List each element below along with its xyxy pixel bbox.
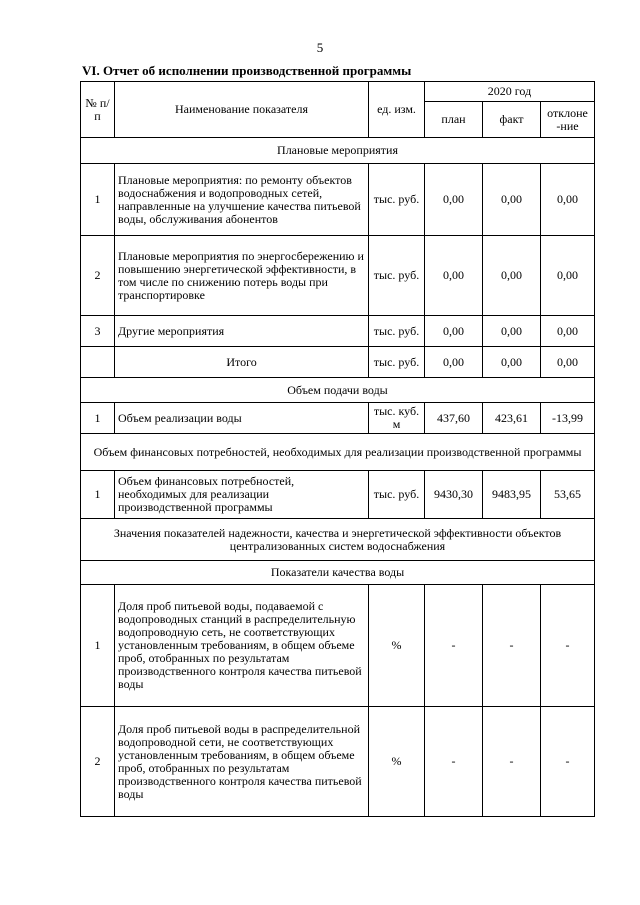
table-row — [81, 585, 595, 707]
table-row — [81, 236, 595, 316]
row-num: 1 — [81, 403, 115, 434]
row-unit: тыс. руб. — [369, 236, 425, 316]
row-fact: - — [483, 585, 541, 707]
total-dev: 0,00 — [541, 347, 595, 378]
row-plan: 9430,30 — [425, 471, 483, 519]
total-label: Итого — [115, 347, 369, 378]
header-deviation: отклоне -ние — [541, 102, 595, 138]
row-plan: - — [425, 585, 483, 707]
total-unit: тыс. руб. — [369, 347, 425, 378]
row-dev: 53,65 — [541, 471, 595, 519]
row-name: Доля проб питьевой воды в распределительной водопроводной сети, не соответствующих установленным требованиям, в общем объеме проб, отобранных по результатам производственного контроля качества питьевой воды — [115, 707, 369, 817]
row-plan: 0,00 — [425, 164, 483, 236]
header-row — [81, 82, 595, 102]
section-row-reliability — [81, 519, 595, 561]
row-dev: - — [541, 707, 595, 817]
row-dev: 0,00 — [541, 316, 595, 347]
row-unit: % — [369, 707, 425, 817]
row-unit: тыс. руб. — [369, 316, 425, 347]
header-unit: ед. изм. — [369, 82, 425, 138]
row-name: Объем финансовых потребностей, необходимых для реализации производственной программы — [115, 471, 369, 519]
section-title-reliability: Значения показателей надежности, качества и энергетической эффективности объектов централизованных систем водоснабжения — [81, 519, 595, 561]
row-name: Другие мероприятия — [115, 316, 369, 347]
row-dev: 0,00 — [541, 164, 595, 236]
page-number: 5 — [316, 40, 324, 55]
row-num: 3 — [81, 316, 115, 347]
header-num: № п/п — [81, 82, 115, 138]
section-row-finance — [81, 434, 595, 471]
header-year: 2020 год — [425, 82, 595, 102]
row-unit: тыс. руб. — [369, 164, 425, 236]
row-plan: 437,60 — [425, 403, 483, 434]
section-title-supply: Объем подачи воды — [81, 378, 595, 403]
row-unit: тыс. куб. м — [369, 403, 425, 434]
row-num: 1 — [81, 471, 115, 519]
row-unit: % — [369, 585, 425, 707]
table-row — [81, 403, 595, 434]
row-num: 1 — [81, 164, 115, 236]
row-num: 2 — [81, 236, 115, 316]
section-row-quality — [81, 561, 595, 585]
row-num: 2 — [81, 707, 115, 817]
row-plan: - — [425, 707, 483, 817]
row-name: Доля проб питьевой воды, подаваемой с водопроводных станций в распределительную водопроводную сеть, не соответствующих установленным требованиям, в общем объеме проб, отобранных по результатам производственного контроля качества питьевой воды — [115, 585, 369, 707]
report-table — [80, 81, 595, 817]
row-name: Плановые мероприятия: по ремонту объектов водоснабжения и водопроводных сетей, направленные на улучшение качества питьевой воды, обслуживания абонентов — [115, 164, 369, 236]
section-row-supply — [81, 378, 595, 403]
row-name: Плановые мероприятия по энергосбережению и повышению энергетической эффективности, в том числе по снижению потерь воды при транспортировке — [115, 236, 369, 316]
row-name: Объем реализации воды — [115, 403, 369, 434]
row-plan: 0,00 — [425, 236, 483, 316]
row-fact: 9483,95 — [483, 471, 541, 519]
table-row — [81, 471, 595, 519]
row-unit: тыс. руб. — [369, 471, 425, 519]
header-name: Наименование показателя — [115, 82, 369, 138]
header-plan: план — [425, 102, 483, 138]
total-row — [81, 347, 595, 378]
section-title-planned: Плановые мероприятия — [81, 138, 595, 164]
row-fact: 0,00 — [483, 316, 541, 347]
table-row — [81, 316, 595, 347]
section-title: VI. Отчет об исполнении производственной программы — [82, 63, 412, 78]
row-plan: 0,00 — [425, 316, 483, 347]
row-fact: - — [483, 707, 541, 817]
row-fact: 0,00 — [483, 164, 541, 236]
row-fact: 423,61 — [483, 403, 541, 434]
section-title-finance: Объем финансовых потребностей, необходимых для реализации производственной программы — [81, 434, 595, 471]
row-dev: 0,00 — [541, 236, 595, 316]
section-title-quality: Показатели качества воды — [81, 561, 595, 585]
row-dev: - — [541, 585, 595, 707]
total-num — [81, 347, 115, 378]
table-row — [81, 707, 595, 817]
header-fact: факт — [483, 102, 541, 138]
section-row-planned — [81, 138, 595, 164]
total-plan: 0,00 — [425, 347, 483, 378]
total-fact: 0,00 — [483, 347, 541, 378]
table-row — [81, 164, 595, 236]
row-num: 1 — [81, 585, 115, 707]
row-dev: -13,99 — [541, 403, 595, 434]
row-fact: 0,00 — [483, 236, 541, 316]
